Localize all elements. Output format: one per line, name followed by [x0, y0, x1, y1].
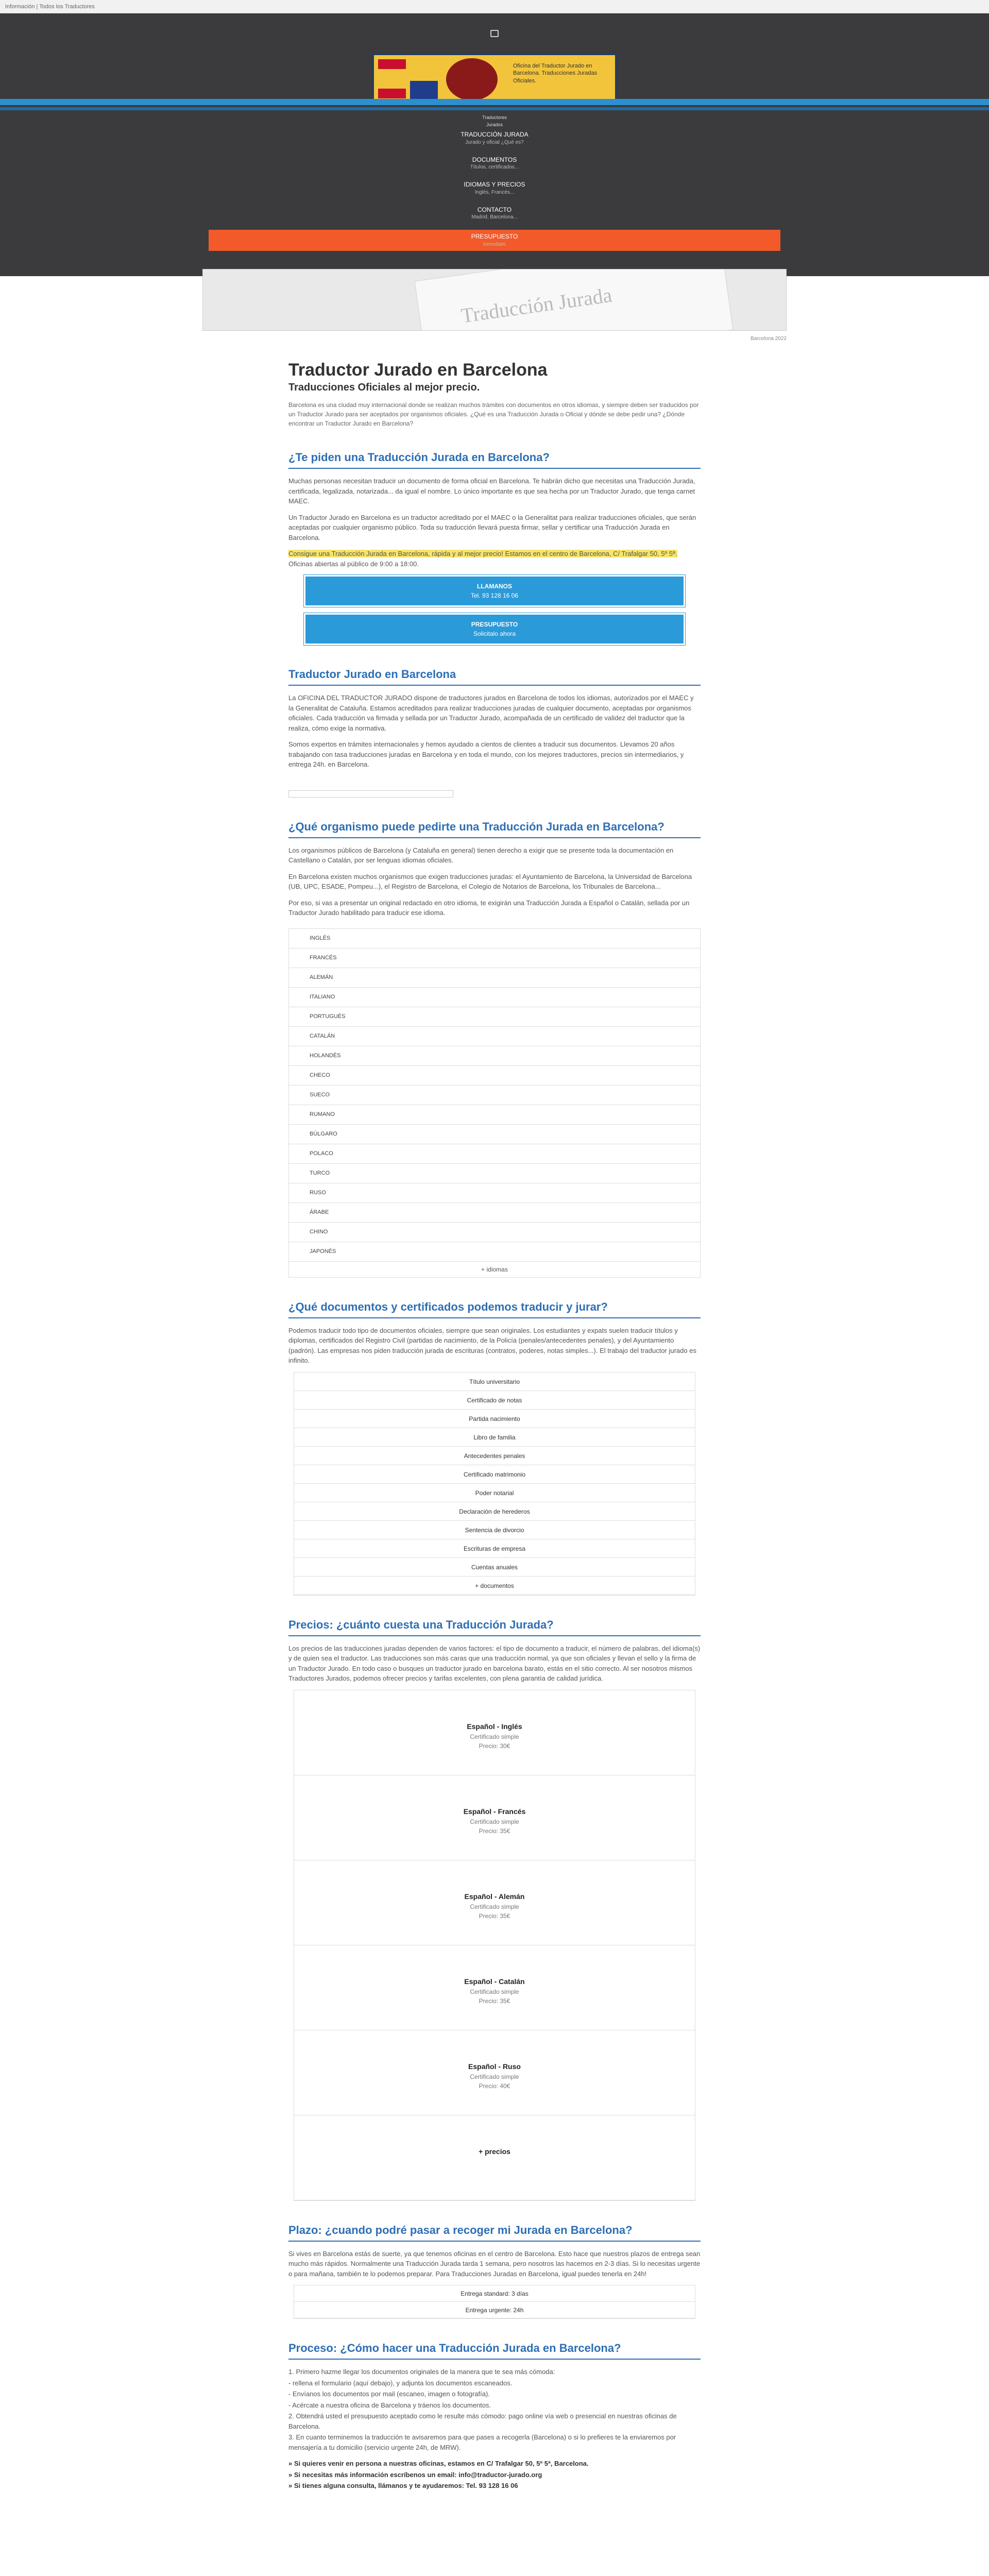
browser-topbar: [0, 0, 989, 13]
contact-line[interactable]: » Si necesitas más información escríbenos un email: info@traductor-jurado.org: [288, 2470, 542, 2479]
highlight-paragraph: [288, 549, 701, 569]
hero-paper-text: Traducción Jurada: [459, 283, 613, 328]
more-prices-link[interactable]: + precios: [294, 2115, 695, 2200]
intro-text: Barcelona es una ciudad muy internacional donde se realizan muchos trámites con documentos en otros idiomas, y siempre deben ser traducidos por un Traductor Jurado para ser aceptados por organismos oficiales. ¿Qué es una Traducción Jurada o Oficial y dónde se debe pedir una? ¿Dónde encontrar un Traductor Jurado en Barcelona?: [288, 401, 699, 428]
process-step: 3. En cuanto terminemos la traducción te avisaremos para que pases a recogerla (Barcelona) o si lo prefieres te la enviaremos por mensajería a tu domicilio (servicio urgente 24h, de MRW).: [288, 2433, 676, 2451]
main-content: [288, 361, 701, 2497]
logo-banner[interactable]: [372, 54, 617, 105]
language-item[interactable]: ALEMÁN: [289, 968, 700, 988]
language-item[interactable]: JAPONÉS: [289, 1242, 700, 1262]
nav-presupuesto[interactable]: PRESUPUESTO Inmediato: [209, 230, 780, 251]
documents-list: [294, 1372, 695, 1596]
process-step: - Acércate a nuestra oficina de Barcelona y tráenos los documentos.: [288, 2401, 491, 2409]
office-hours: Oficinas abiertas al público de 9:00 a 18:00.: [288, 560, 419, 568]
process-step: - Envíanos los documentos por mail (escaneo, imagen o fotografía).: [288, 2390, 490, 2398]
header-stripe-thin: [0, 107, 989, 110]
document-item[interactable]: Cuentas anuales: [294, 1558, 695, 1577]
language-item[interactable]: CATALÁN: [289, 1027, 700, 1046]
nav-contacto[interactable]: CONTACTO Madrid, Barcelona...: [471, 206, 518, 221]
section-title-precios: Precios: ¿cuánto cuesta una Traducción Jurada?: [288, 1616, 701, 1636]
delivery-item: Entrega standard: 3 días: [294, 2285, 695, 2302]
nav-documentos[interactable]: DOCUMENTOS Títulos, certificados...: [470, 156, 519, 171]
language-item[interactable]: SUECO: [289, 1086, 700, 1105]
price-item[interactable]: Español - Ruso Certificado simple Precio: 40€: [294, 2030, 695, 2115]
brand-mark: Traductores Jurados: [482, 115, 507, 127]
hero-image: [202, 269, 787, 331]
languages-list: [288, 928, 701, 1278]
language-item[interactable]: ITALIANO: [289, 988, 700, 1007]
section-title-documentos: ¿Qué documentos y certificados podemos traducir y jurar?: [288, 1298, 701, 1318]
topbar-text: Información | Todos los Traductores: [5, 4, 95, 10]
document-item[interactable]: Libro de familia: [294, 1428, 695, 1447]
language-item[interactable]: CHECO: [289, 1066, 700, 1086]
highlight-text: Consigue una Traducción Jurada en Barcelona, rápida y al mejor precio! Estamos en el centro de Barcelona, C/ Trafalgar 50, 5º 5ª.: [288, 550, 677, 558]
paragraph: Los organismos públicos de Barcelona (y Cataluña en general) tienen derecho a exigir que se presente toda la documentación en Castellano o Catalán, por ser lenguas idiomas oficiales.: [288, 846, 674, 865]
document-item[interactable]: Sentencia de divorcio: [294, 1521, 695, 1539]
header-stripe: [0, 99, 989, 105]
site-header: [0, 13, 989, 276]
menu-icon[interactable]: [490, 30, 499, 37]
language-item[interactable]: TURCO: [289, 1164, 700, 1183]
section-title-piden: ¿Te piden una Traducción Jurada en Barcelona?: [288, 449, 701, 469]
paragraph: Un Traductor Jurado en Barcelona es un traductor acreditado por el MAEC o la Generalitat para realizar traducciones oficiales, que serán aceptadas por cualquier organismo público. Toda su traducción llevará puesta firmar, sellar y certificar una Traducción Jurada en Barcelona.: [288, 513, 696, 541]
price-item[interactable]: Español - Francés Certificado simple Precio: 35€: [294, 1775, 695, 1860]
delivery-item: Entrega urgente: 24h: [294, 2302, 695, 2318]
price-item[interactable]: Español - Inglés Certificado simple Precio: 30€: [294, 1690, 695, 1775]
more-languages-link[interactable]: + idiomas: [481, 1265, 508, 1273]
paragraph: Muchas personas necesitan traducir un documento de forma oficial en Barcelona. Te habrán dicho que necesitas una Traducción Jurada, certificada, legalizada, notarizada... da igual el nombre. Lo único importante es que sea hecha por un Traductor Jurado, que tenga carnet MAEC.: [288, 477, 695, 505]
process-step: - rellena el formulario (aquí debajo), y adjunta los documentos escaneados.: [288, 2379, 513, 2387]
prices-table: [294, 1690, 695, 2201]
paragraph: Los precios de las traducciones juradas dependen de varios factores: el tipo de documento a traducir, el número de palabras, del idioma(s) y de quien sea el traductor. Las traducciones son más caras que una traducción normal, ya que son oficiales y llevan el sello y la firma de un Traductor Jurado. En todo caso o busques un traductor jurado en barcelona barato, estás en el sitio correcto. Al ser nosotros mismos Traductores Jurados, podemos ofrecer precios y tarifas excelentes, con plena garantía de calidad jurídica.: [288, 1644, 701, 1683]
document-item[interactable]: Antecedentes penales: [294, 1447, 695, 1465]
process-step: 2. Obtendrá usted el presupuesto aceptado como le resulte más cómodo: pago online vía web o presencial en nuestras oficinas de Barcelona.: [288, 2412, 677, 2430]
price-item[interactable]: Español - Alemán Certificado simple Precio: 35€: [294, 1860, 695, 1945]
process-steps: [288, 2367, 701, 2452]
language-item[interactable]: RUMANO: [289, 1105, 700, 1125]
price-item[interactable]: Español - Catalán Certificado simple Precio: 35€: [294, 1945, 695, 2030]
eu-flag-icon: [410, 81, 438, 99]
paragraph: La OFICINA DEL TRADUCTOR JURADO dispone de traductores jurados en Barcelona de todos los idiomas, autorizados por el MAEC y la Generalitat de Cataluña. Estamos acreditados para realizar traducciones juradas de cualquier documento, aceptadas por organismos oficiales. Cada traducción va firmada y sellada por un Traductor Jurado, acompañada de un certificado de validez del traductor que la realiza, cómo exige la normativa.: [288, 694, 694, 732]
more-documents-link[interactable]: + documentos: [294, 1577, 695, 1595]
section-title-plazo: Plazo: ¿cuando podré pasar a recoger mi Jurada en Barcelona?: [288, 2222, 701, 2242]
language-item[interactable]: INGLÉS: [289, 929, 700, 948]
document-item[interactable]: Certificado de notas: [294, 1391, 695, 1410]
hero-caption: Barcelona 2022: [750, 336, 787, 342]
language-item[interactable]: CHINO: [289, 1223, 700, 1242]
contact-lines: [288, 2459, 701, 2491]
paragraph: Somos expertos en trámites internacionales y hemos ayudado a cientos de clientes a traducir sus documentos. Llevamos 20 años trabajando con tasa traducciones juradas en Barcelona y en toda el mundo, con los mejores traductores, precios sin intermediarios, y entrega 24h. en Barcelona.: [288, 740, 684, 769]
paragraph: Podemos traducir todo tipo de documentos oficiales, siempre que sean originales. Los estudiantes y expats suelen traducir títulos y diplomas, certificados del Registro Civil (partidas de nacimiento, de la Policía (penales/antecedentes penales), y del Ayuntamiento (padrón). Las empresas nos piden traducción jurada de escrituras (contratos, poderes, notas simples...). El trabajo del traductor jurado es infinito.: [288, 1326, 696, 1365]
call-button[interactable]: LLAMANOS Tel. 93 128 16 06: [304, 575, 685, 607]
document-item[interactable]: Declaración de herederos: [294, 1502, 695, 1521]
document-item[interactable]: Partida nacimiento: [294, 1410, 695, 1428]
section-title-traductor: Traductor Jurado en Barcelona: [288, 666, 701, 686]
spain-flag-icon: [378, 59, 406, 98]
quote-button[interactable]: PRESUPUESTO Solicitalo ahora: [304, 613, 685, 645]
document-item[interactable]: Poder notarial: [294, 1484, 695, 1502]
delivery-table: [294, 2285, 695, 2319]
document-item[interactable]: Certificado matrimonio: [294, 1465, 695, 1484]
paragraph: Por eso, si vas a presentar un original redactado en otro idioma, te exigirán una Traducción Jurada a Español o Catalán, sellada por un Traductor Jurado habilitado para traducir ese idioma.: [288, 899, 690, 917]
paragraph: En Barcelona existen muchos organismos que exigen traducciones juradas: el Ayuntamiento de Barcelona, la Universidad de Barcelona (UB, UPC, ESADE, Pompeu...), el Registro de Barcelona, el Colegio de Notarios de Barcelona, los Tribunales de Barcelona...: [288, 872, 692, 891]
nav-traduccion-jurada[interactable]: TRADUCCIÓN JURADA Jurado y oficial ¿Qué es?: [461, 131, 528, 145]
language-item[interactable]: ÁRABE: [289, 1203, 700, 1223]
document-item[interactable]: Escrituras de empresa: [294, 1539, 695, 1558]
language-item[interactable]: POLACO: [289, 1144, 700, 1164]
language-item[interactable]: PORTUGUÉS: [289, 1007, 700, 1027]
paragraph: Si vives en Barcelona estás de suerte, ya que tenemos oficinas en el centro de Barcelona. Esto hace que nuestros plazos de entrega sean mucho más rápidos. Normalmente una Traducción Jurada tarda 1 semana, pero nosotros las hacemos en 2-3 días. Si lo necesitas urgente o para mañana, también te lo podemos preparar. Para Traducciones Juradas en Barcelona, igual puedes tenerla en 24h!: [288, 2249, 701, 2278]
page-subtitle: Traducciones Oficiales al mejor precio.: [288, 382, 480, 394]
language-item[interactable]: FRANCÉS: [289, 948, 700, 968]
language-item[interactable]: RUSO: [289, 1183, 700, 1203]
language-item[interactable]: HOLANDÉS: [289, 1046, 700, 1066]
logo-text: Oficina del Traductor Jurado en Barcelona. Traducciones Juradas Oficiales.: [513, 63, 598, 84]
section-title-proceso: Proceso: ¿Cómo hacer una Traducción Jurada en Barcelona?: [288, 2340, 701, 2360]
main-nav: [0, 131, 989, 261]
coat-of-arms-icon: [446, 58, 498, 100]
contact-line[interactable]: » Si tienes alguna consulta, llámanos y te ayudaremos: Tel. 93 128 16 06: [288, 2482, 518, 2490]
page-title: Traductor Jurado en Barcelona: [288, 360, 548, 380]
nav-idiomas-precios[interactable]: IDIOMAS Y PRECIOS Inglés, Francés...: [464, 181, 525, 195]
contact-line: » Si quieres venir en persona a nuestras oficinas, estamos en C/ Trafalgar 50, 5º 5ª, Barcelona.: [288, 2460, 589, 2468]
document-item[interactable]: Título universitario: [294, 1372, 695, 1391]
language-item[interactable]: BÚLGARO: [289, 1125, 700, 1144]
process-step: 1. Primero hazme llegar los documentos originales de la manera que te sea más cómoda:: [288, 2368, 555, 2376]
section-title-organismo: ¿Qué organismo puede pedirte una Traducción Jurada en Barcelona?: [288, 818, 701, 838]
divider-box: [288, 790, 453, 798]
